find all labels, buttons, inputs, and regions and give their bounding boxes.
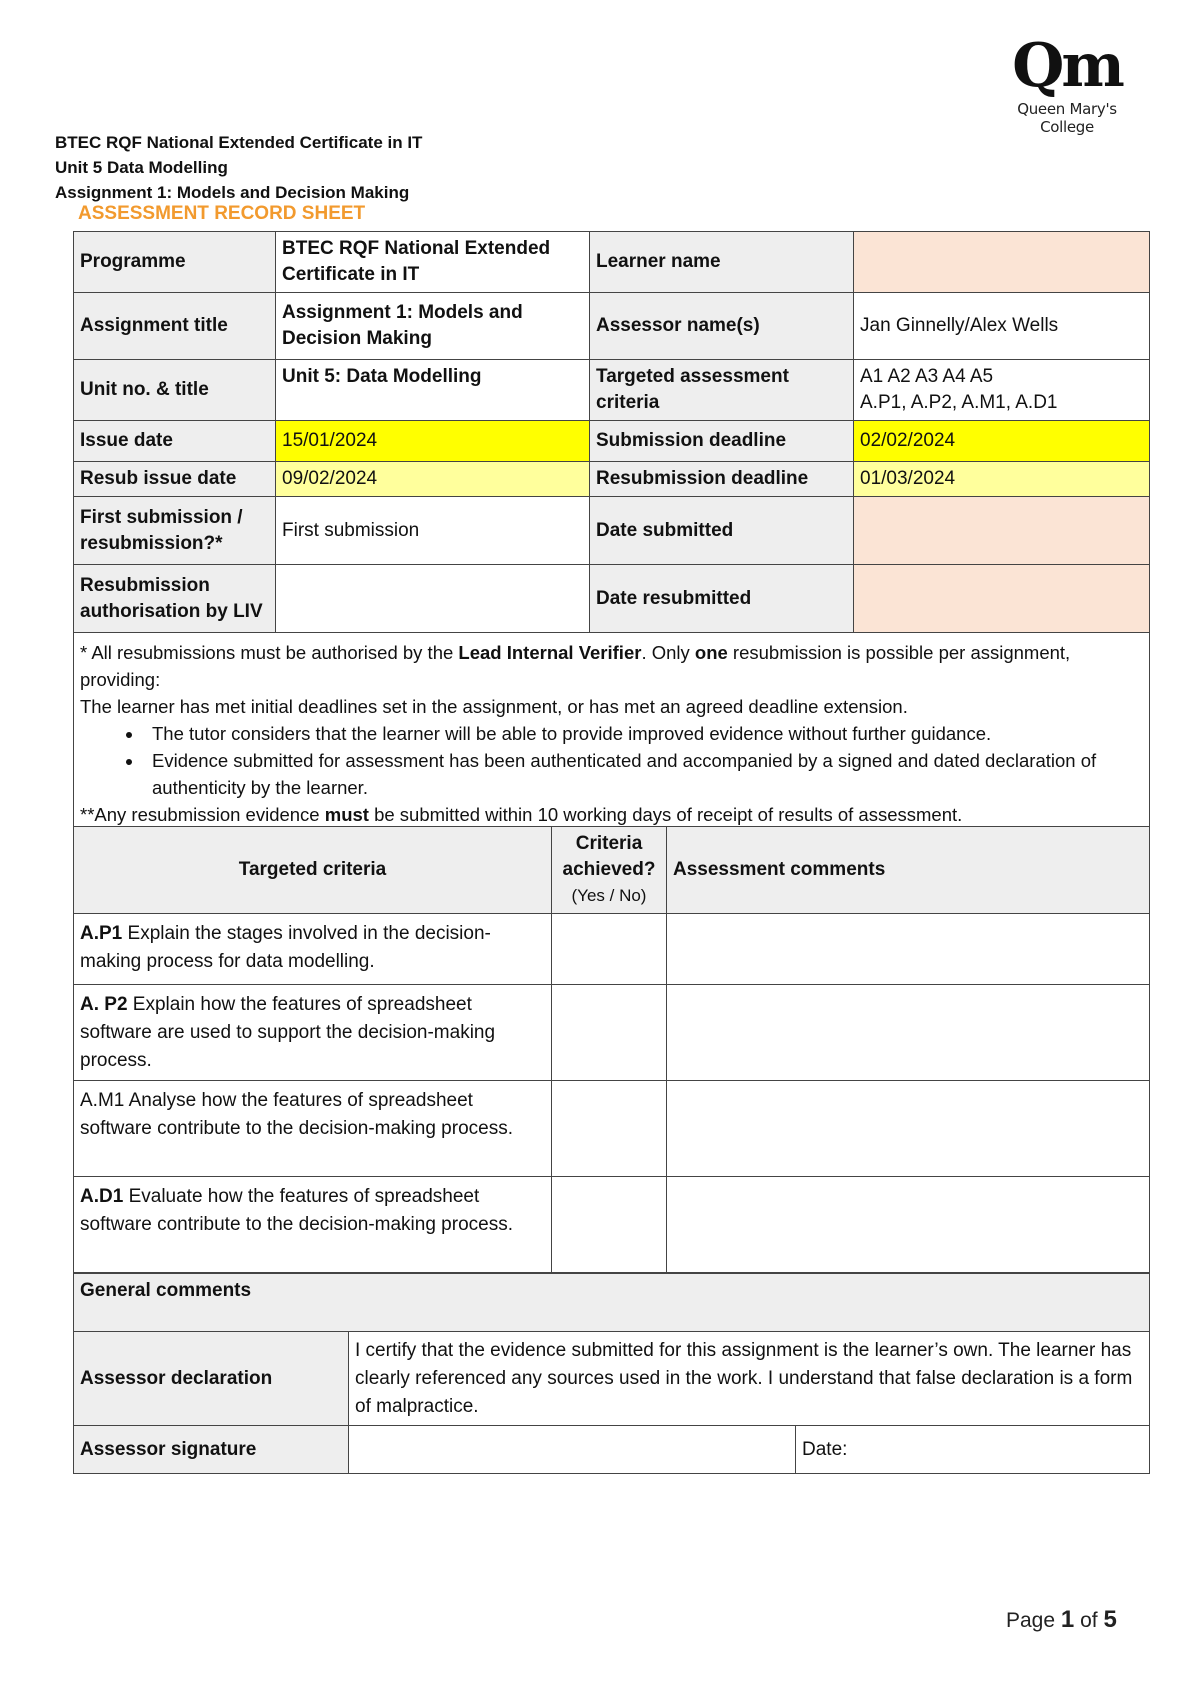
resubmission-notes	[74, 633, 1150, 837]
header-qualification: BTEC RQF National Extended Certificate in IT	[55, 133, 423, 152]
criteria-table	[73, 826, 1150, 1273]
page-number: Page 1 of 5	[1006, 1606, 1117, 1633]
criteria-row-text: A.D1 Evaluate how the features of spreadsheet software contribute to the decision-making process.	[74, 1177, 552, 1273]
assessor-declaration-label: Assessor declaration	[74, 1332, 349, 1426]
notes-bullet-list	[80, 720, 1143, 801]
notes-bullet: • The tutor considers that the learner will be able to provide improved evidence without further guidance.	[144, 720, 1143, 747]
learner-name-label: Learner name	[590, 232, 854, 293]
resubmission-deadline-label: Resubmission deadline	[590, 462, 854, 497]
assignment-title-value: Assignment 1: Models and Decision Making	[276, 293, 590, 360]
header-unit: Unit 5 Data Modelling	[55, 158, 228, 177]
criteria-comment-field[interactable]	[667, 1081, 1150, 1177]
learner-name-field[interactable]	[854, 232, 1150, 293]
header-assignment: Assignment 1: Models and Decision Making	[55, 183, 410, 202]
criteria-col-header: Targeted criteria	[74, 827, 552, 914]
college-logo	[992, 31, 1142, 136]
comments-col-header: Assessment comments	[667, 827, 1150, 914]
assessor-signature-field[interactable]	[349, 1426, 796, 1474]
issue-date-label: Issue date	[74, 421, 276, 462]
targeted-criteria-label: Targeted assessment criteria	[590, 360, 854, 421]
criteria-achieved-field[interactable]	[552, 985, 667, 1081]
assessor-signature-label: Assessor signature	[74, 1426, 349, 1474]
unit-label: Unit no. & title	[74, 360, 276, 421]
achieved-col-header: Criteria achieved? (Yes / No)	[552, 827, 667, 914]
notes-line3: **Any resubmission evidence must be submitted within 10 working days of receipt of results of assessment.	[80, 804, 963, 825]
general-comments-label: General comments	[74, 1274, 1150, 1332]
assignment-title-label: Assignment title	[74, 293, 276, 360]
criteria-comment-field[interactable]	[667, 985, 1150, 1081]
resub-issue-date-label: Resub issue date	[74, 462, 276, 497]
targeted-criteria-value	[854, 360, 1150, 421]
targeted-criteria-line2: A.P1, A.P2, A.M1, A.D1	[860, 392, 1058, 413]
date-resubmitted-label: Date resubmitted	[590, 565, 854, 633]
assessor-date-field[interactable]: Date:	[796, 1426, 1150, 1474]
unit-value: Unit 5: Data Modelling	[276, 360, 590, 421]
criteria-row-text: A.M1 Analyse how the features of spreadsheet software contribute to the decision-making process.	[74, 1081, 552, 1177]
issue-date-value: 15/01/2024	[276, 421, 590, 462]
resubmission-deadline-value: 01/03/2024	[854, 462, 1150, 497]
targeted-criteria-line1: A1 A2 A3 A4 A5	[860, 366, 994, 387]
criteria-achieved-field[interactable]	[552, 914, 667, 985]
first-submission-label: First submission / resubmission?*	[74, 497, 276, 565]
logo-college-name: Queen Mary's College	[1017, 100, 1117, 136]
criteria-comment-field[interactable]	[667, 1177, 1150, 1273]
date-resubmitted-field[interactable]	[854, 565, 1150, 633]
criteria-row-text: A. P2 Explain how the features of spreadsheet software are used to support the decision-making process.	[74, 985, 552, 1081]
resub-issue-date-value: 09/02/2024	[276, 462, 590, 497]
date-submitted-field[interactable]	[854, 497, 1150, 565]
criteria-row-text: A.P1 Explain the stages involved in the decision-making process for data modelling.	[74, 914, 552, 985]
info-table	[73, 231, 1150, 837]
programme-value: BTEC RQF National Extended Certificate in IT	[276, 232, 590, 293]
criteria-achieved-field[interactable]	[552, 1081, 667, 1177]
logo-mark: Qm	[1012, 31, 1122, 101]
notes-bullet: • Evidence submitted for assessment has been authenticated and accompanied by a signed and dated declaration of authenticity by the learner.	[144, 747, 1143, 801]
criteria-achieved-field[interactable]	[552, 1177, 667, 1273]
notes-line2: The learner has met initial deadlines set in the assignment, or has met an agreed deadline extension.	[80, 696, 908, 717]
first-submission-value: First submission	[276, 497, 590, 565]
submission-deadline-value: 02/02/2024	[854, 421, 1150, 462]
document-header	[55, 130, 422, 205]
declaration-table	[73, 1273, 1150, 1474]
programme-label: Programme	[74, 232, 276, 293]
criteria-comment-field[interactable]	[667, 914, 1150, 985]
date-submitted-label: Date submitted	[590, 497, 854, 565]
assessor-declaration-text: I certify that the evidence submitted for this assignment is the learner’s own. The learner has clearly referenced any sources used in the work. I understand that false declaration is a form of malpractice.	[349, 1332, 1150, 1426]
assessor-names-label: Assessor name(s)	[590, 293, 854, 360]
assessor-names-value: Jan Ginnelly/Alex Wells	[854, 293, 1150, 360]
resubmission-authorisation-label: Resubmission authorisation by LIV	[74, 565, 276, 633]
sheet-title: ASSESSMENT RECORD SHEET	[78, 203, 366, 224]
notes-line1: * All resubmissions must be authorised by the Lead Internal Verifier. Only one resubmission is possible per assignment, providing:	[80, 642, 1071, 690]
resubmission-authorisation-field[interactable]	[276, 565, 590, 633]
submission-deadline-label: Submission deadline	[590, 421, 854, 462]
